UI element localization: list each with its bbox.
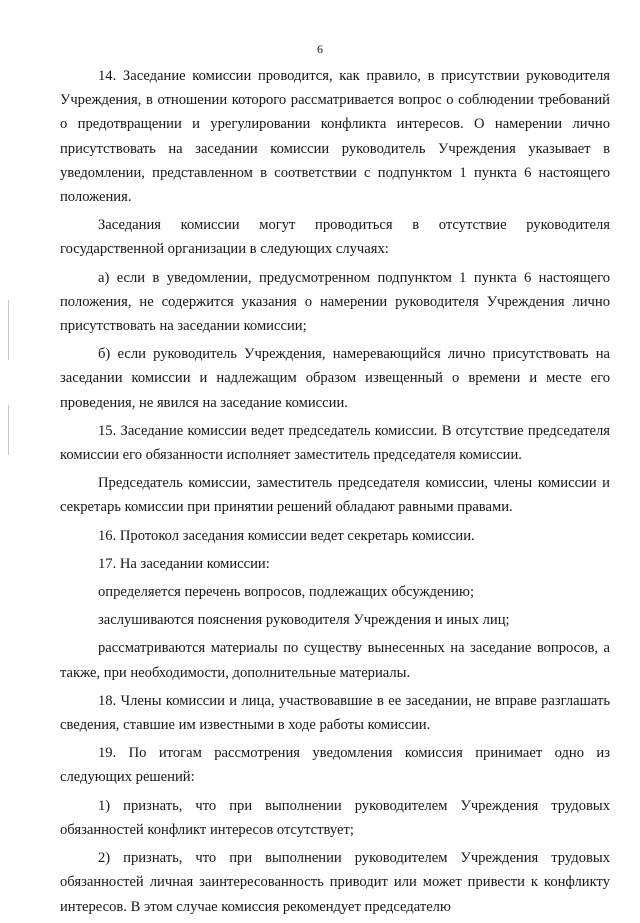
paragraph-17-item-2: заслушиваются пояснения руководителя Учреждения и иных лиц;: [98, 612, 510, 629]
paragraph-17-item-3: рассматриваются материалы по существу вынесенных на заседание вопросов, а также, при необходимости, дополнительные материалы.: [60, 640, 610, 681]
paragraph-15: 15. Заседание комиссии ведет председатель комиссии. В отсутствие председателя комиссии его обязанности исполняет заместитель председателя комиссии.: [60, 422, 610, 464]
scan-edge-mark: [8, 405, 9, 455]
paragraph-absence-cases: Заседания комиссии могут проводиться в отсутствие руководителя государственной организации в следующих случаях:: [60, 217, 610, 258]
document-body: [60, 64, 610, 923]
paragraph-equal-rights: Председатель комиссии, заместитель председателя комиссии, члены комиссии и секретарь комиссии при принятии решений обладают равными правами.: [60, 475, 610, 516]
paragraph-19-decision-1: 1) признать, что при выполнении руководителем Учреждения трудовых обязанностей конфликт интересов отсутствует;: [60, 797, 610, 838]
paragraph-18: 18. Члены комиссии и лица, участвовавшие в ее заседании, не вправе разглашать сведения, ставшие им известными в ходе работы комиссии.: [60, 692, 610, 734]
paragraph-case-a: а) если в уведомлении, предусмотренном подпунктом 1 пункта 6 настоящего положения, не содержится указания о намерении руководителя Учреждения лично присутствовать на заседании комиссии;: [60, 269, 610, 335]
page-number: 6: [317, 42, 323, 56]
paragraph-case-b: б) если руководитель Учреждения, намеревающийся лично присутствовать на заседании комиссии и надлежащим образом извещенный о времени и месте его проведения, не явился на заседание комиссии.: [60, 346, 610, 411]
scan-edge-mark: [8, 300, 9, 360]
paragraph-19-decision-2: 2) признать, что при выполнении руководителем Учреждения трудовых обязанностей личная заинтересованность приводит или может привести к конфликту интересов. В этом случае комиссия рекомендует председателю: [60, 850, 610, 915]
paragraph-17-item-1: определяется перечень вопросов, подлежащих обсуждению;: [98, 584, 475, 601]
paragraph-16: 16. Протокол заседания комиссии ведет секретарь комиссии.: [98, 527, 475, 544]
paragraph-14: 14. Заседание комиссии проводится, как правило, в присутствии руководителя Учреждения, в отношении которого рассматривается вопрос о соблюдении требований о предотвращении и урегулировании конфликта интересов. О намерении лично присутствовать на заседании комиссии руководитель Учреждения указывает в уведомлении, представленном в соответствии с подпунктом 1 пункта 6 настоящего положения.: [60, 68, 610, 206]
paragraph-19: 19. По итогам рассмотрения уведомления комиссия принимает одно из следующих решений:: [60, 745, 610, 786]
paragraph-17: 17. На заседании комиссии:: [98, 555, 270, 572]
